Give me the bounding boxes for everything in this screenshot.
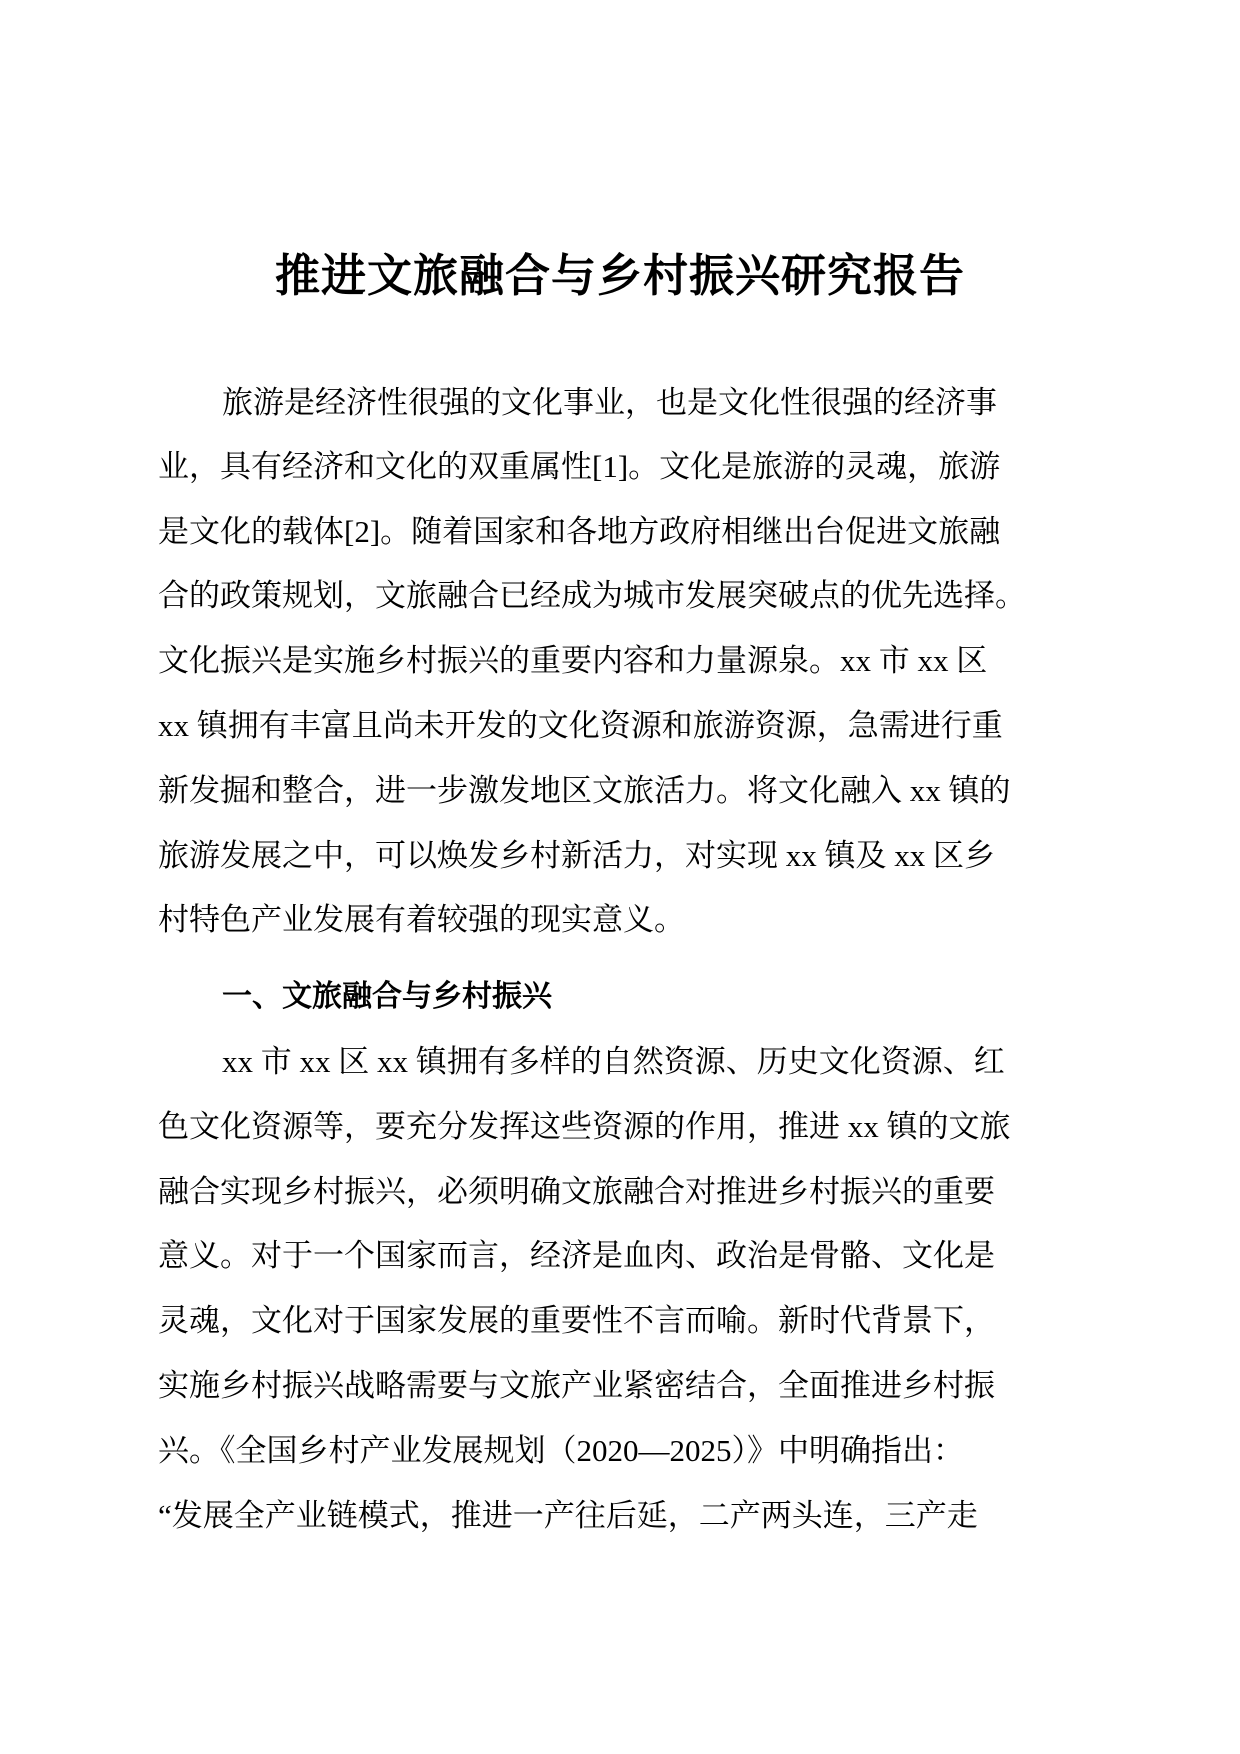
paragraph-1-line: 合的政策规划，文旅融合已经成为城市发展突破点的优先选择。 bbox=[158, 578, 1026, 613]
paragraph-2-line: 意义。对于一个国家而言，经济是血肉、政治是骨骼、文化是 bbox=[158, 1238, 995, 1273]
paragraph-1-line: 村特色产业发展有着较强的现实意义。 bbox=[158, 902, 685, 937]
paragraph-2-line: 色文化资源等，要充分发挥这些资源的作用，推进 xx 镇的文旅 bbox=[158, 1109, 1011, 1144]
section-heading: 一、文旅融合与乡村振兴 bbox=[222, 979, 552, 1014]
paragraph-1-line: 旅游发展之中，可以焕发乡村新活力，对实现 xx 镇及 xx 区乡 bbox=[158, 838, 995, 873]
paragraph-2-line: 实施乡村振兴战略需要与文旅产业紧密结合，全面推进乡村振 bbox=[158, 1368, 995, 1403]
paragraph-2-line: “发展全产业链模式，推进一产往后延，二产两头连，三产走 bbox=[158, 1498, 978, 1533]
paragraph-2-line: 兴。《全国乡村产业发展规划（2020—2025）》中明确指出： bbox=[158, 1433, 964, 1468]
paragraph-1-line: 是文化的载体[2]。随着国家和各地方政府相继出台促进文旅融 bbox=[158, 514, 1001, 549]
paragraph-1-line: 业，具有经济和文化的双重属性[1]。文化是旅游的灵魂，旅游 bbox=[158, 449, 1001, 484]
paragraph-1-line: 旅游是经济性很强的文化事业，也是文化性很强的经济事 bbox=[222, 385, 997, 420]
paragraph-1-line: xx 镇拥有丰富且尚未开发的文化资源和旅游资源，急需进行重 bbox=[158, 708, 1003, 743]
paragraph-1-line: 文化振兴是实施乡村振兴的重要内容和力量源泉。xx 市 xx 区 bbox=[158, 643, 988, 678]
document-title: 推进文旅融合与乡村振兴研究报告 bbox=[274, 249, 965, 302]
paragraph-1-line: 新发掘和整合，进一步激发地区文旅活力。将文化融入 xx 镇的 bbox=[158, 773, 1011, 808]
paragraph-2-line: 灵魂，文化对于国家发展的重要性不言而喻。新时代背景下， bbox=[158, 1303, 995, 1338]
paragraph-2-line: xx 市 xx 区 xx 镇拥有多样的自然资源、历史文化资源、红 bbox=[222, 1044, 1005, 1079]
paragraph-2-line: 融合实现乡村振兴，必须明确文旅融合对推进乡村振兴的重要 bbox=[158, 1174, 995, 1209]
